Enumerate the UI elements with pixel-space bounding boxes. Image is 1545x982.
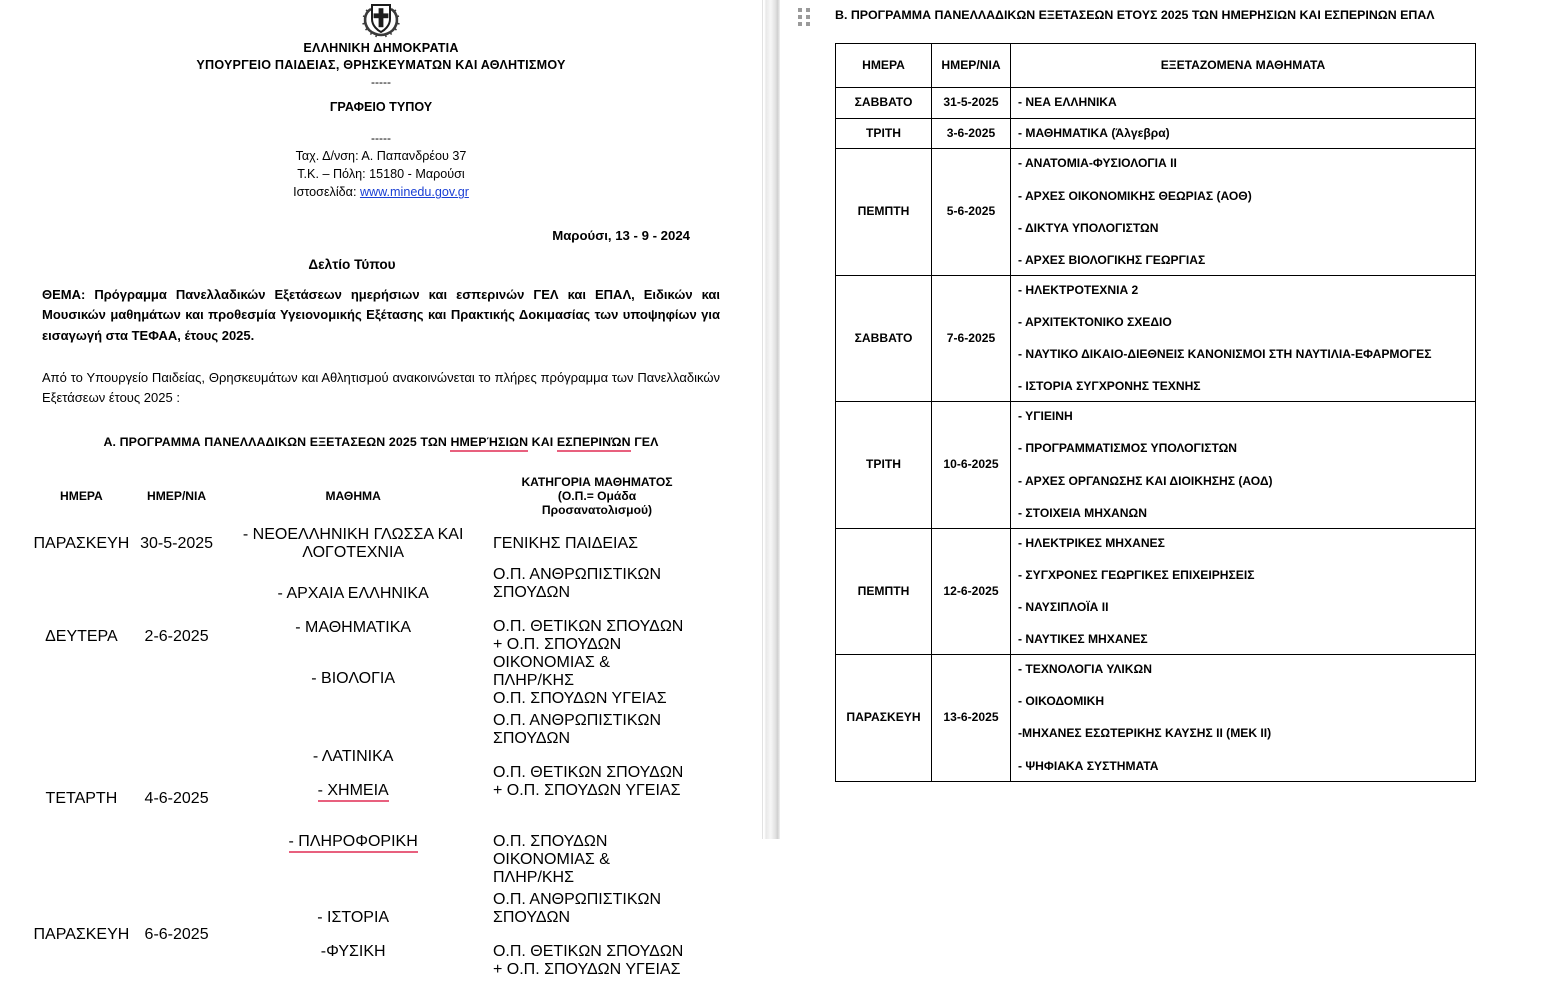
place-and-date: Μαρούσι, 13 - 9 - 2024 xyxy=(552,227,690,243)
col-header-subject: ΜΑΘΗΜΑ xyxy=(325,488,381,503)
emblem-container xyxy=(0,2,762,38)
cell-subjects xyxy=(1011,528,1476,654)
subject-item: - ΥΓΙΕΙΝΗ xyxy=(1018,409,1073,424)
subject-item: - ΤΕΧΝΟΛΟΓΙΑ ΥΛΙΚΩΝ xyxy=(1018,662,1152,677)
left-document-page xyxy=(0,0,762,978)
section-b-exam-schedule-table xyxy=(835,43,1476,782)
grip-dot xyxy=(798,22,802,26)
category-item: Ο.Π. ΘΕΤΙΚΩΝ ΣΠΟΥΔΩΝ xyxy=(492,617,684,635)
subject-item: - ΨΗΦΙΑΚΑ ΣΥΣΤΗΜΑΤΑ xyxy=(1018,758,1159,773)
table-row xyxy=(836,528,1476,654)
category-item: Ο.Π. ΑΝΘΡΩΠΙΣΤΙΚΩΝ ΣΠΟΥΔΩΝ xyxy=(492,711,662,747)
cell-date: 2-6-2025 xyxy=(144,627,209,645)
subject-item: - ΝΑΥΤΙΚΟ ΔΙΚΑΙΟ-ΔΙΕΘΝΕΙΣ ΚΑΝΟΝΙΣΜΟΙ ΣΤΗ ΝΑΥΤΙΛΙΑ-ΕΦΑΡΜΟΓΕΣ xyxy=(1018,347,1432,362)
subject-item: - ΑΡΧΑΙΑ ΕΛΛΗΝΙΚΑ xyxy=(277,585,429,603)
subject-item: - ΝΕΑ ΕΛΛΗΝΙΚΑ xyxy=(1018,95,1117,109)
section-a-heading xyxy=(0,435,762,449)
subject-item: - ΝΕΟΕΛΛΗΝΙΚΗ ΓΛΩΣΣΑ ΚΑΙ ΛΟΓΟΤΕΧΝΙΑ xyxy=(242,525,464,561)
cell-day: ΤΡΙΤΗ xyxy=(836,118,932,149)
subject-underline: - ΧΗΜΕΙΑ xyxy=(318,782,389,802)
subject-highlighted xyxy=(221,833,485,851)
cell-day: ΤΡΙΤΗ xyxy=(836,402,932,528)
cell-subjects xyxy=(220,565,486,709)
page-divider-scrollbar[interactable] xyxy=(762,0,780,839)
cell-date: 13-6-2025 xyxy=(932,655,1011,781)
cell-date: 5-6-2025 xyxy=(932,149,1011,275)
cell-category xyxy=(488,565,706,709)
subject-item: - ΛΑΤΙΝΙΚΑ xyxy=(312,747,394,765)
section-a-highlight-esperinon: ΕΣΠΕΡΙΝΏΝ xyxy=(557,435,631,452)
press-release-title: Δελτίο Τύπου xyxy=(308,256,396,272)
table-row xyxy=(836,118,1476,149)
col-header-category xyxy=(488,469,706,523)
grip-dot xyxy=(806,15,810,19)
subject-item: - ΜΑΘΗΜΑΤΙΚΑ xyxy=(295,619,412,637)
section-a-highlight-imerision: ΗΜΕΡΉΣΙΩΝ xyxy=(450,435,528,452)
cell-date: 4-6-2025 xyxy=(144,790,209,808)
table-row xyxy=(30,890,706,980)
table-b-body xyxy=(836,88,1476,782)
section-b-heading: Β. ΠΡΟΓΡΑΜΜΑ ΠΑΝΕΛΛΑΔΙΚΩΝ ΕΞΕΤΑΣΕΩΝ ΕΤΟΥΣ 2025 ΤΩΝ ΗΜΕΡΗΣΙΩΝ ΚΑΙ ΕΣΠΕΡΙΝΩΝ ΕΠΑΛ xyxy=(835,8,1435,22)
cell-subjects xyxy=(1011,275,1476,401)
cell-day: ΠΑΡΑΣΚΕΥΗ xyxy=(33,925,130,943)
table-row xyxy=(836,275,1476,401)
category-item: Ο.Π. ΑΝΘΡΩΠΙΣΤΙΚΩΝ ΣΠΟΥΔΩΝ xyxy=(492,565,662,601)
subject-item: - ΣΤΟΙΧΕΙΑ ΜΗΧΑΝΩΝ xyxy=(1018,505,1147,520)
col-header-subjects: ΕΞΕΤΑΖΟΜΕΝΑ ΜΑΘΗΜΑΤΑ xyxy=(1011,44,1476,88)
subject-item: -ΦΥΣΙΚΗ xyxy=(320,942,386,960)
category-item: Ο.Π. ΣΠΟΥΔΩΝ ΟΙΚΟΝΟΜΙΑΣ & xyxy=(492,832,610,868)
col-header-date: ΗΜΕΡ/ΝΙΑ xyxy=(932,44,1011,88)
cell-date: 3-6-2025 xyxy=(932,118,1011,149)
section-a-heading-part1: Α. ΠΡΟΓΡΑΜΜΑ ΠΑΝΕΛΛΑΔΙΚΩΝ ΕΞΕΤΑΣΕΩΝ 2025 ΤΩΝ xyxy=(103,434,451,449)
section-a-heading-part3: ΓΕΛ xyxy=(630,434,659,449)
subject-item: - ΑΡΧΕΣ ΒΙΟΛΟΓΙΚΗΣ ΓΕΩΡΓΙΑΣ xyxy=(1018,252,1206,267)
table-row xyxy=(30,525,706,563)
address-street: Ταχ. Δ/νση: Α. Παπανδρέου 37 xyxy=(295,148,467,163)
subject-paragraph: ΘΕΜΑ: Πρόγραμμα Πανελλαδικών Εξετάσεων ημερήσιων και εσπερινών ΓΕΛ και ΕΠΑΛ, Ειδικών και Μουσικών μαθημάτων και προθεσμία Υγειονομικής Εξέτασης και Πρακτικής Δοκιμασίας των υποψηφίων για εισαγωγή στα ΤΕΦΑΑ, έτους 2025. xyxy=(42,286,720,343)
table-row xyxy=(836,402,1476,528)
cell-date: 12-6-2025 xyxy=(932,528,1011,654)
subject-item: - ΔΙΚΤΥΑ ΥΠΟΛΟΓΙΣΤΩΝ xyxy=(1018,220,1159,235)
grip-dot xyxy=(798,15,802,19)
category-item: Ο.Π. ΘΕΤΙΚΩΝ ΣΠΟΥΔΩΝ xyxy=(492,763,684,781)
cell-day: ΠΕΜΠΤΗ xyxy=(836,528,932,654)
greek-coat-of-arms-icon xyxy=(359,2,403,38)
cell-subjects xyxy=(1011,655,1476,781)
cell-day: ΔΕΥΤΕΡΑ xyxy=(45,627,118,645)
cell-category xyxy=(488,525,706,563)
category-item: Ο.Π. ΣΠΟΥΔΩΝ ΥΓΕΙΑΣ xyxy=(492,689,667,707)
press-office-label: ΓΡΑΦΕΙΟ ΤΥΠΟΥ xyxy=(329,100,433,115)
subject-item: - ΝΑΥΤΙΚΕΣ ΜΗΧΑΝΕΣ xyxy=(1018,632,1148,647)
section-a-heading-part2: ΚΑΙ xyxy=(528,434,557,449)
cell-date: 31-5-2025 xyxy=(932,88,1011,119)
section-a-exam-schedule-table xyxy=(28,467,708,982)
grip-dot xyxy=(798,8,802,12)
category-item: + Ο.Π. ΣΠΟΥΔΩΝ ΥΓΕΙΑΣ xyxy=(492,781,681,799)
cell-day: ΠΑΡΑΣΚΕΥΗ xyxy=(33,534,130,552)
subject-item: - ΑΝΑΤΟΜΙΑ-ΦΥΣΙΟΛΟΓΙΑ ΙΙ xyxy=(1018,156,1177,171)
divider-dashes-1: ----- xyxy=(371,74,391,89)
subject-item: - ΟΙΚΟΔΟΜΙΚΗ xyxy=(1018,694,1105,709)
cell-day: ΣΑΒΒΑΤΟ xyxy=(836,88,932,119)
cell-day: ΤΕΤΑΡΤΗ xyxy=(45,790,118,808)
col-header-day: ΗΜΕΡΑ xyxy=(836,44,932,88)
subject-item: - ΒΙΟΛΟΓΙΑ xyxy=(311,670,396,688)
col-header-day: ΗΜΕΡΑ xyxy=(60,488,103,503)
table-row xyxy=(30,565,706,709)
drag-handle-grip-icon[interactable] xyxy=(798,8,812,28)
grip-dot xyxy=(806,8,810,12)
cell-date: 7-6-2025 xyxy=(932,275,1011,401)
table-row xyxy=(836,88,1476,119)
cell-day: ΠΑΡΑΣΚΕΥΗ xyxy=(836,655,932,781)
category-item: ΓΕΝΙΚΗΣ ΠΑΙΔΕΙΑΣ xyxy=(492,534,639,552)
cell-category xyxy=(488,890,706,980)
col-header-date: ΗΜΕΡ/ΝΙΑ xyxy=(147,488,207,503)
document-letterhead xyxy=(0,0,762,202)
right-document-page xyxy=(780,0,1545,839)
divider-dashes-2: ----- xyxy=(371,131,391,146)
table-a-body xyxy=(30,525,706,980)
category-item: Ο.Π. ΑΝΘΡΩΠΙΣΤΙΚΩΝ ΣΠΟΥΔΩΝ xyxy=(492,890,662,926)
subject-item: - ΑΡΧΕΣ ΟΙΚΟΝΟΜΙΚΗΣ ΘΕΩΡΙΑΣ (ΑΟΘ) xyxy=(1018,188,1252,203)
col-header-category-line1: ΚΑΤΗΓΟΡΙΑ ΜΑΘΗΜΑΤΟΣ xyxy=(521,474,673,489)
subject-item: - ΙΣΤΟΡΙΑ xyxy=(317,908,390,926)
subject-highlighted xyxy=(221,782,485,800)
category-item: + Ο.Π. ΣΠΟΥΔΩΝ ΟΙΚΟΝΟΜΙΑΣ & xyxy=(492,635,622,671)
cell-day: ΣΑΒΒΑΤΟ xyxy=(836,275,932,401)
intro-paragraph: Από το Υπουργείο Παιδείας, Θρησκευμάτων και Αθλητισμού ανακοινώνεται το πλήρες πρόγραμμα των Πανελλαδικών Εξετάσεων έτους 2025 : xyxy=(42,370,720,406)
subject-item: - ΝΑΥΣΙΠΛΟΪΑ ΙΙ xyxy=(1018,599,1109,614)
cell-subjects xyxy=(220,711,486,888)
republic-title: ΕΛΛΗΝΙΚΗ ΔΗΜΟΚΡΑΤΙΑ xyxy=(303,41,459,55)
ministry-title: ΥΠΟΥΡΓΕΙΟ ΠΑΙΔΕΙΑΣ, ΘΡΗΣΚΕΥΜΑΤΩΝ ΚΑΙ ΑΘΛΗΤΙΣΜΟΥ xyxy=(196,58,566,73)
subject-item: - ΙΣΤΟΡΙΑ ΣΥΓΧΡΟΝΗΣ ΤΕΧΝΗΣ xyxy=(1018,379,1201,394)
subject-item: -ΜΗΧΑΝΕΣ ΕΣΩΤΕΡΙΚΗΣ ΚΑΥΣΗΣ ΙΙ (ΜΕΚ ΙΙ) xyxy=(1018,726,1272,741)
address-city: Τ.Κ. – Πόλη: 15180 - Μαρούσι xyxy=(297,167,465,182)
subject-item: - ΗΛΕΚΤΡΙΚΕΣ ΜΗΧΑΝΕΣ xyxy=(1018,535,1165,550)
ministry-website-link[interactable]: www.minedu.gov.gr xyxy=(359,185,469,200)
grip-dot xyxy=(806,22,810,26)
website-line xyxy=(0,183,762,201)
cell-subjects xyxy=(220,525,486,563)
website-label: Ιστοσελίδα: xyxy=(293,185,360,200)
cell-subjects xyxy=(1011,118,1476,149)
subject-item: - ΗΛΕΚΤΡΟΤΕΧΝΙΑ 2 xyxy=(1018,282,1139,297)
col-header-category-line3: Προσανατολισμού) xyxy=(541,502,653,517)
subject-underline: - ΠΛΗΡΟΦΟΡΙΚΗ xyxy=(289,833,418,853)
table-row xyxy=(30,711,706,888)
subject-item: - ΣΥΓΧΡΟΝΕΣ ΓΕΩΡΓΙΚΕΣ ΕΠΙΧΕΙΡΗΣΕΙΣ xyxy=(1018,567,1255,582)
cell-day: ΠΕΜΠΤΗ xyxy=(836,149,932,275)
category-item: ΠΛΗΡ/ΚΗΣ xyxy=(492,868,574,886)
cell-subjects xyxy=(1011,88,1476,119)
subject-item: - ΑΡΧΙΤΕΚΤΟΝΙΚΟ ΣΧΕΔΙΟ xyxy=(1018,314,1172,329)
table-b-header-row xyxy=(836,44,1476,88)
cell-subjects xyxy=(1011,402,1476,528)
table-row xyxy=(836,149,1476,275)
category-item: Ο.Π. ΘΕΤΙΚΩΝ ΣΠΟΥΔΩΝ xyxy=(492,942,684,960)
cell-date: 10-6-2025 xyxy=(932,402,1011,528)
cell-date: 6-6-2025 xyxy=(144,925,209,943)
cell-date: 30-5-2025 xyxy=(140,534,214,552)
subject-item: - ΑΡΧΕΣ ΟΡΓΑΝΩΣΗΣ ΚΑΙ ΔΙΟΙΚΗΣΗΣ (ΑΟΔ) xyxy=(1018,473,1273,488)
cell-category xyxy=(488,711,706,888)
table-a-header-row xyxy=(30,469,706,523)
table-row xyxy=(836,655,1476,781)
category-item: + Ο.Π. ΣΠΟΥΔΩΝ ΥΓΕΙΑΣ xyxy=(492,960,681,978)
category-item: ΠΛΗΡ/ΚΗΣ xyxy=(492,671,574,689)
cell-subjects xyxy=(1011,149,1476,275)
subject-item: - ΜΑΘΗΜΑΤΙΚΑ (Άλγεβρα) xyxy=(1018,125,1170,140)
cell-subjects xyxy=(220,890,486,980)
col-header-category-line2: (Ο.Π.= Ομάδα xyxy=(557,488,637,503)
subject-item: - ΠΡΟΓΡΑΜΜΑΤΙΣΜΟΣ ΥΠΟΛΟΓΙΣΤΩΝ xyxy=(1018,441,1238,456)
